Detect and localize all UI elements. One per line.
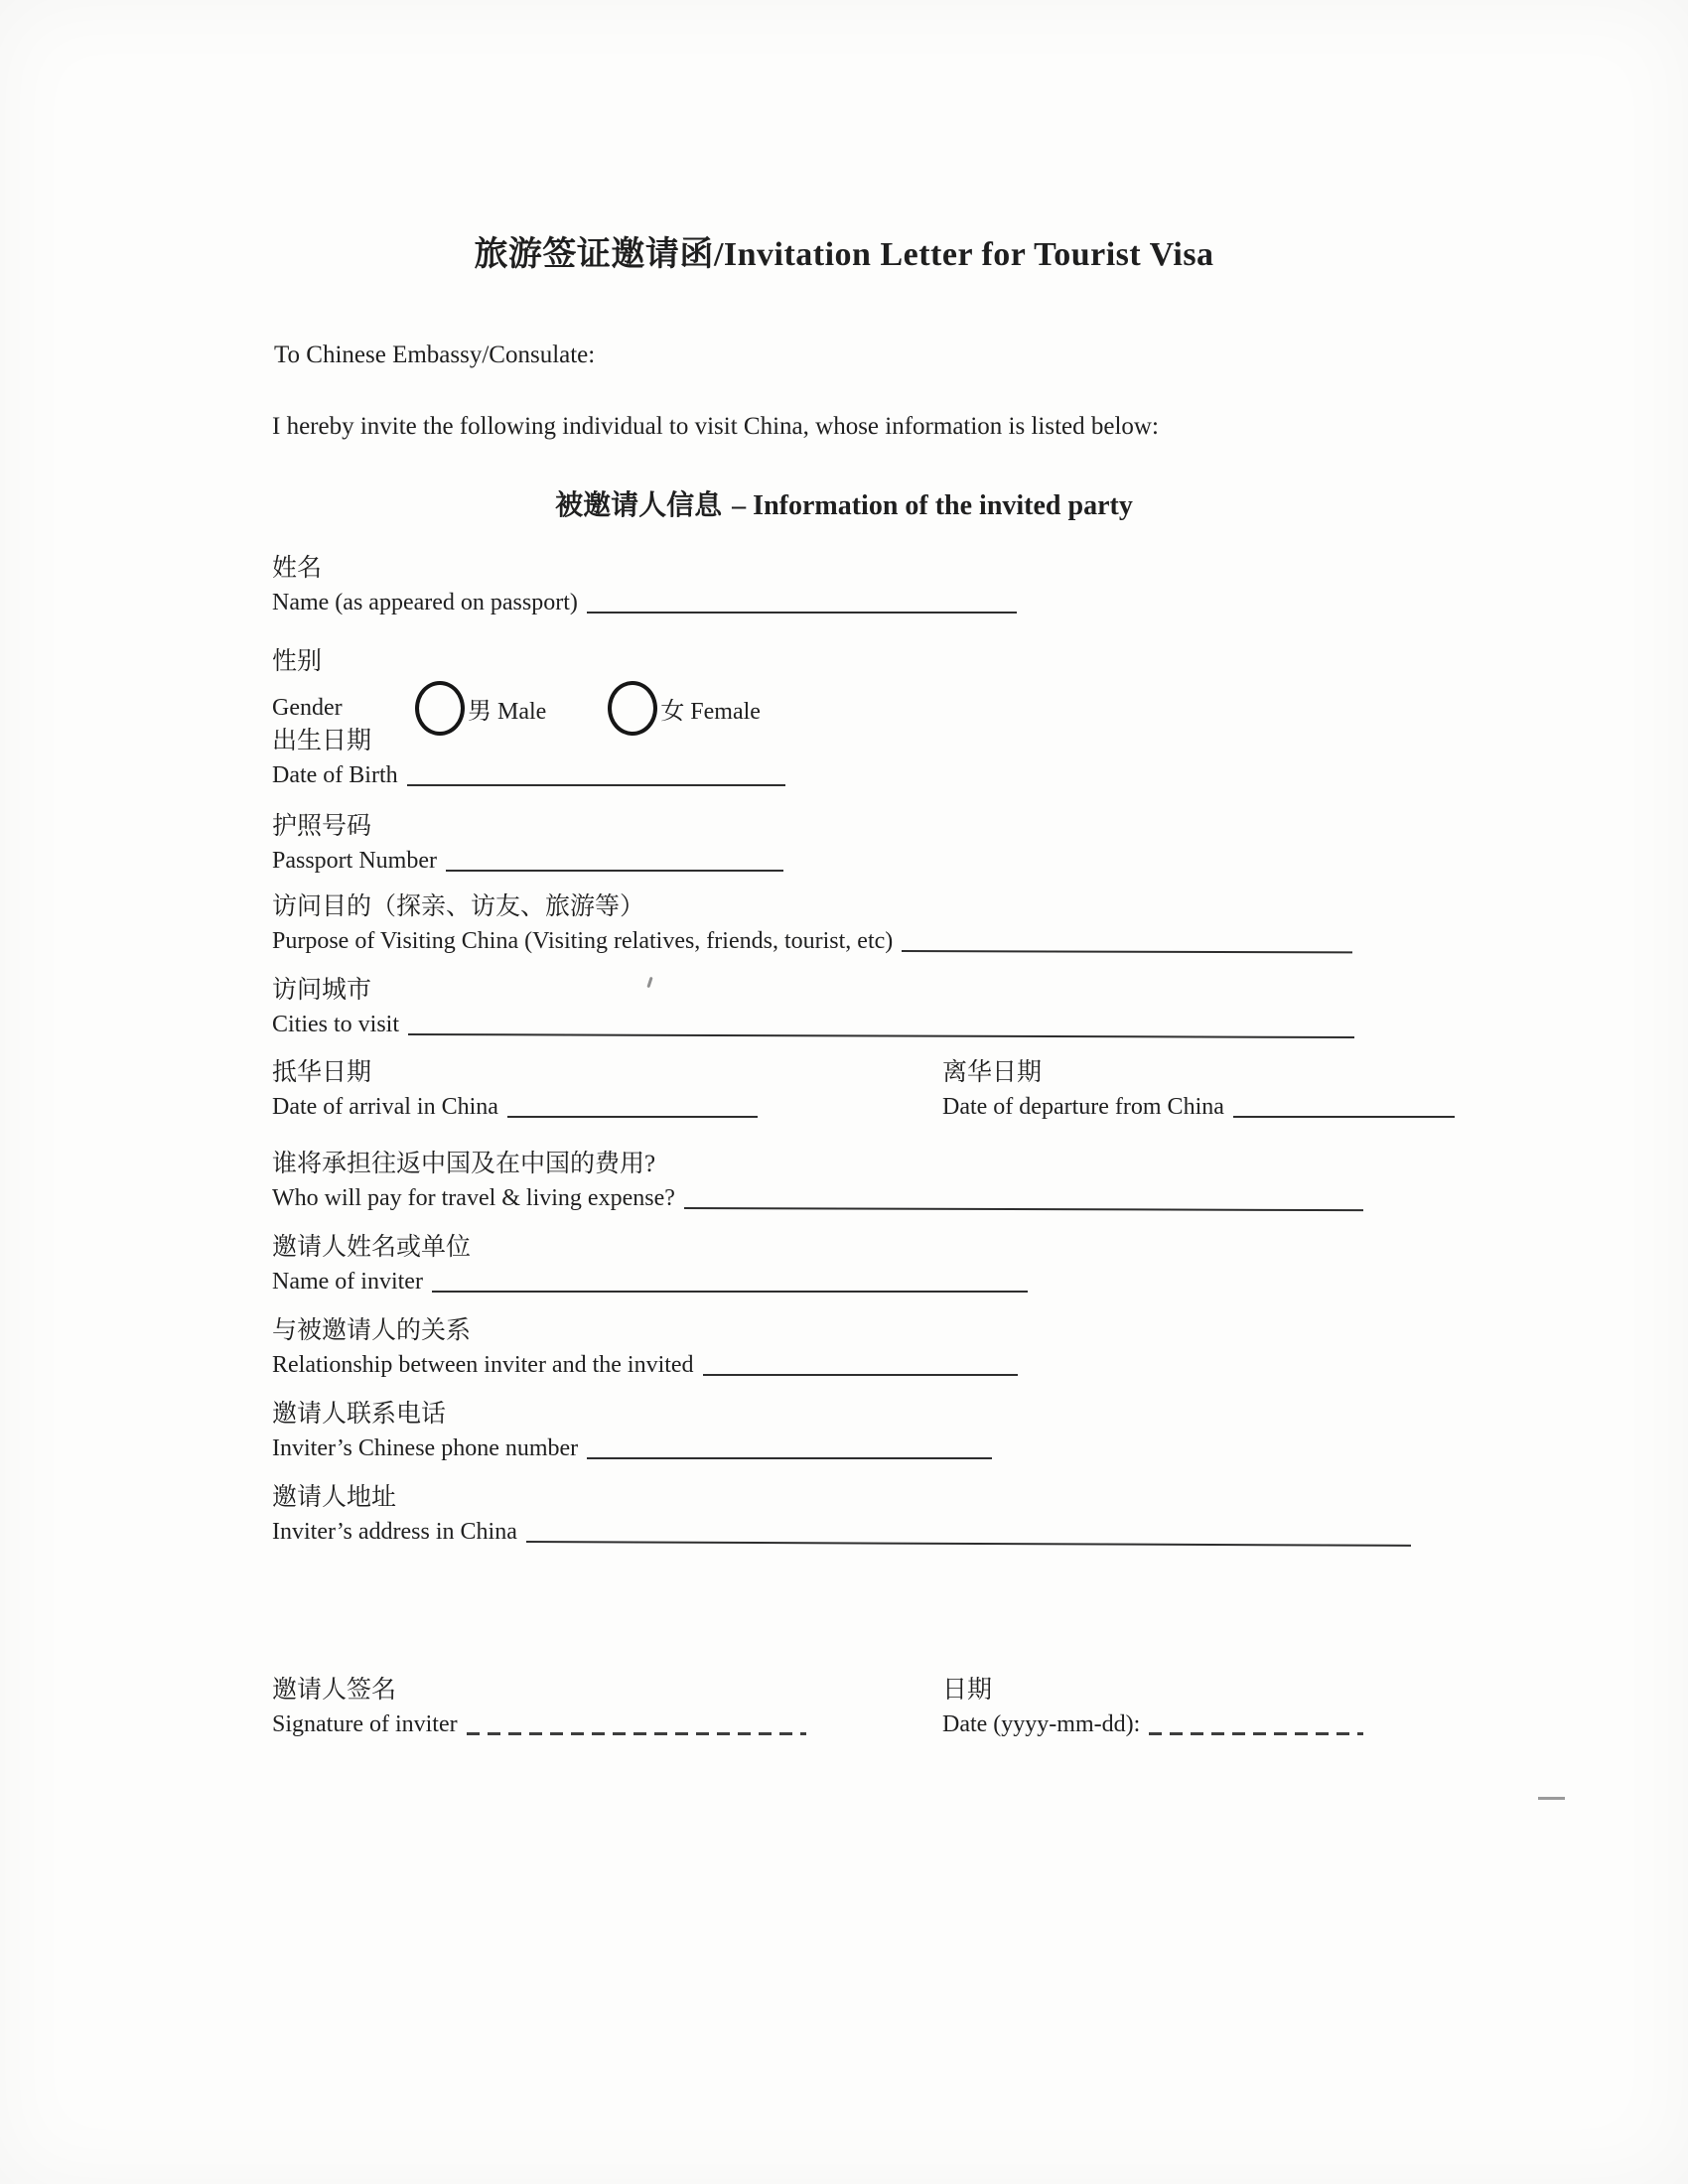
name-input-line[interactable] <box>587 612 1017 614</box>
purpose-label-zh: 访问目的（探亲、访友、旅游等） <box>272 893 645 920</box>
field-purpose <box>272 890 1352 957</box>
page-title-zh: 旅游签证邀请函 <box>474 236 714 273</box>
departure-label-zh: 离华日期 <box>942 1059 1043 1086</box>
field-expense <box>272 1148 1363 1214</box>
date-label-zh: 日期 <box>942 1677 993 1704</box>
inviter-name-label-en: Name of inviter <box>272 1269 423 1295</box>
field-passport <box>272 810 783 877</box>
field-relationship <box>272 1314 1018 1381</box>
name-label-zh: 姓名 <box>272 555 323 582</box>
section-heading <box>0 483 1688 523</box>
relationship-label-en: Relationship between inviter and the invited <box>272 1352 694 1378</box>
date-label-en: Date (yyyy-mm-dd): <box>942 1711 1141 1737</box>
gender-label-en: Gender <box>272 694 343 721</box>
page-title <box>0 226 1688 275</box>
address-label-zh: 邀请人地址 <box>272 1484 397 1511</box>
purpose-label-en: Purpose of Visiting China (Visiting relatives, friends, tourist, etc) <box>272 928 894 954</box>
departure-label-en: Date of departure from China <box>942 1094 1224 1120</box>
field-cities <box>272 974 1354 1040</box>
phone-label-en: Inviter’s Chinese phone number <box>272 1435 579 1461</box>
passport-input-line[interactable] <box>446 870 783 872</box>
dob-label-en: Date of Birth <box>272 762 398 788</box>
cities-label-zh: 访问城市 <box>272 977 372 1004</box>
departure-input-line[interactable] <box>1233 1116 1455 1118</box>
passport-label-zh: 护照号码 <box>272 813 372 840</box>
address-input-line[interactable] <box>526 1541 1411 1547</box>
date-input-line[interactable] <box>1149 1732 1363 1735</box>
arrival-input-line[interactable] <box>507 1116 758 1118</box>
scan-dash-artifact <box>1538 1797 1565 1800</box>
field-inviter-name <box>272 1231 1028 1297</box>
passport-label-en: Passport Number <box>272 848 437 874</box>
field-dob <box>272 725 785 791</box>
signature-input-line[interactable] <box>467 1732 806 1735</box>
expense-label-en: Who will pay for travel & living expense? <box>272 1185 675 1211</box>
gender-female-label: 女 Female <box>660 698 761 725</box>
cities-label-en: Cities to visit <box>272 1012 400 1037</box>
signature-label-en: Signature of inviter <box>272 1711 458 1737</box>
gender-label-zh: 性别 <box>272 648 323 675</box>
signature-label-zh: 邀请人签名 <box>272 1677 397 1704</box>
section-heading-en: – Information of the invited party <box>732 490 1133 521</box>
purpose-input-line[interactable] <box>902 950 1352 953</box>
address-label-en: Inviter’s address in China <box>272 1519 517 1545</box>
name-label-en: Name (as appeared on passport) <box>272 590 578 615</box>
field-gender <box>272 645 761 736</box>
field-departure <box>942 1056 1455 1123</box>
field-date <box>942 1674 1363 1740</box>
intro-line: I hereby invite the following individual to visit China, whose information is listed below: <box>272 413 1159 440</box>
field-name <box>272 552 1017 618</box>
expense-input-line[interactable] <box>684 1207 1363 1211</box>
cities-input-line[interactable] <box>408 1033 1354 1038</box>
expense-label-zh: 谁将承担往返中国及在中国的费用? <box>272 1151 656 1177</box>
arrival-label-zh: 抵华日期 <box>272 1059 372 1086</box>
section-heading-zh: 被邀请人信息 <box>555 490 723 521</box>
page-title-en: /Invitation Letter for Tourist Visa <box>713 236 1214 273</box>
phone-label-zh: 邀请人联系电话 <box>272 1401 447 1428</box>
gender-male-label: 男 Male <box>468 698 547 725</box>
dob-label-zh: 出生日期 <box>272 728 372 754</box>
field-address <box>272 1481 1411 1548</box>
relationship-label-zh: 与被邀请人的关系 <box>272 1317 472 1344</box>
relationship-input-line[interactable] <box>703 1374 1018 1376</box>
arrival-label-en: Date of arrival in China <box>272 1094 498 1120</box>
field-phone <box>272 1398 992 1464</box>
salutation: To Chinese Embassy/Consulate: <box>274 341 596 368</box>
field-signature <box>272 1674 806 1740</box>
inviter-name-input-line[interactable] <box>432 1291 1028 1293</box>
inviter-name-label-zh: 邀请人姓名或单位 <box>272 1234 472 1261</box>
dob-input-line[interactable] <box>407 784 785 786</box>
field-arrival <box>272 1056 758 1123</box>
phone-input-line[interactable] <box>587 1457 992 1459</box>
